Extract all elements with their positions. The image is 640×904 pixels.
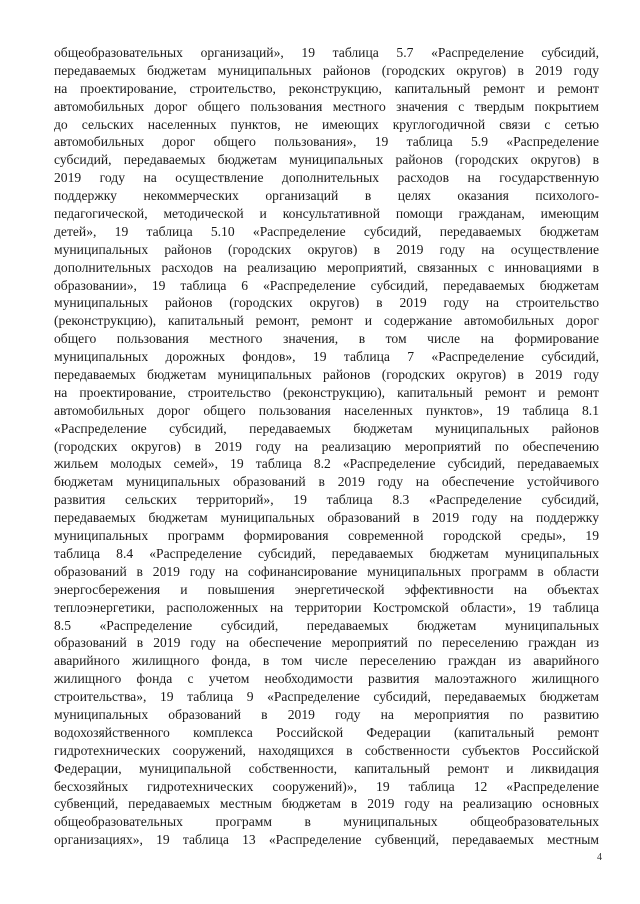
text-line: передаваемых бюджетам муниципальных районов (городских округов) в 2019 году <box>54 62 599 78</box>
page-number: 4 <box>597 852 602 863</box>
text-line: «Распределение субсидий, передаваемых бюджетам муниципальных районов <box>54 420 599 436</box>
text-line: автомобильных дорог общего пользования», 19 таблица 5.9 «Распределение <box>54 134 599 150</box>
text-line: организациях», 19 таблица 13 «Распределение субвенций, передаваемых местным <box>54 832 599 848</box>
text-line: строительства», 19 таблица 9 «Распределение субсидий, передаваемых бюджетам <box>54 689 599 705</box>
text-line: бюджетам муниципальных образований в 2019 году на обеспечение устойчивого <box>54 474 599 490</box>
text-line: водохозяйственного комплекса Российской Федерации (капитальный ремонт <box>54 724 599 740</box>
text-line: детей», 19 таблица 5.10 «Распределение субсидий, передаваемых бюджетам <box>54 223 599 239</box>
text-line: (городских округов) в 2019 году на реализацию мероприятий по обеспечению <box>54 438 599 454</box>
text-line: образований в 2019 году на софинансирование муниципальных программ в области <box>54 563 599 579</box>
text-line: образовании», 19 таблица 6 «Распределение субсидий, передаваемых бюджетам <box>54 277 599 293</box>
text-line: общеобразовательных организаций», 19 таблица 5.7 «Распределение субсидий, <box>54 45 599 60</box>
text-line: муниципальных программ формирования современной городской среды», 19 <box>54 528 599 544</box>
text-line: поддержку некоммерческих организаций в целях оказания психолого- <box>54 188 599 204</box>
text-line: передаваемых бюджетам муниципальных образований в 2019 году на поддержку <box>54 510 599 526</box>
text-line: автомобильных дорог общего пользования населенных пунктов», 19 таблица 8.1 <box>54 402 599 418</box>
text-line: муниципальных районов (городских округов) в 2019 году на строительство <box>54 295 599 311</box>
text-line: субсидий, передаваемых бюджетам муниципальных районов (городских округов) в <box>54 152 599 168</box>
text-line: аварийного жилищного фонда, в том числе переселению граждан из аварийного <box>54 653 599 669</box>
text-line: общеобразовательных программ в муниципальных общеобразовательных <box>54 814 599 830</box>
text-line: бесхозяйных гидротехнических сооружений)», 19 таблица 12 «Распределение <box>54 778 599 794</box>
text-line: дополнительных расходов на реализацию мероприятий, связанных с инновациями в <box>54 259 599 275</box>
text-line: Федерации, муниципальной собственности, капитальный ремонт и ликвидация <box>54 760 599 776</box>
text-line: развития сельских территорий», 19 таблица 8.3 «Распределение субсидий, <box>54 492 599 508</box>
text-line: (реконструкцию), капитальный ремонт, ремонт и содержание автомобильных дорог <box>54 313 599 329</box>
text-line: муниципальных дорожных фондов», 19 таблица 7 «Распределение субсидий, <box>54 349 599 365</box>
text-line: на проектирование, строительство (реконструкцию), капитальный ремонт и ремонт <box>54 384 599 400</box>
text-line: субвенций, передаваемых местным бюджетам в 2019 году на реализацию основных <box>54 796 599 812</box>
text-line: на проектирование, строительство, реконструкцию, капитальный ремонт и ремонт <box>54 80 599 96</box>
text-line: педагогической, методической и консультативной помощи гражданам, имеющим <box>54 206 599 222</box>
body-text <box>54 44 599 849</box>
text-line: жилищного фонда с учетом необходимости развития малоэтажного жилищного <box>54 671 599 687</box>
text-line: до сельских населенных пунктов, не имеющих круглогодичной связи с сетью <box>54 116 599 132</box>
text-line: автомобильных дорог общего пользования местного значения с твердым покрытием <box>54 98 599 114</box>
text-line: 2019 году на осуществление дополнительных расходов на государственную <box>54 170 599 186</box>
text-line: энергосбережения и повышения энергетической эффективности на объектах <box>54 581 599 597</box>
text-line: муниципальных образований в 2019 году на мероприятия по развитию <box>54 706 599 722</box>
text-line: таблица 8.4 «Распределение субсидий, передаваемых бюджетам муниципальных <box>54 545 599 561</box>
text-line: образований в 2019 году на обеспечение мероприятий по переселению граждан из <box>54 635 599 651</box>
text-line: 8.5 «Распределение субсидий, передаваемых бюджетам муниципальных <box>54 617 599 633</box>
text-line: теплоэнергетики, расположенных на территории Костромской области», 19 таблица <box>54 599 599 615</box>
text-line: жильем молодых семей», 19 таблица 8.2 «Распределение субсидий, передаваемых <box>54 456 599 472</box>
text-line: муниципальных районов (городских округов) в 2019 году на осуществление <box>54 241 599 257</box>
text-line: общего пользования местного значения, в том числе на формирование <box>54 331 599 347</box>
text-line: передаваемых бюджетам муниципальных районов (городских округов) в 2019 году <box>54 367 599 383</box>
text-line: гидротехнических сооружений, находящихся в собственности субъектов Российской <box>54 742 599 758</box>
